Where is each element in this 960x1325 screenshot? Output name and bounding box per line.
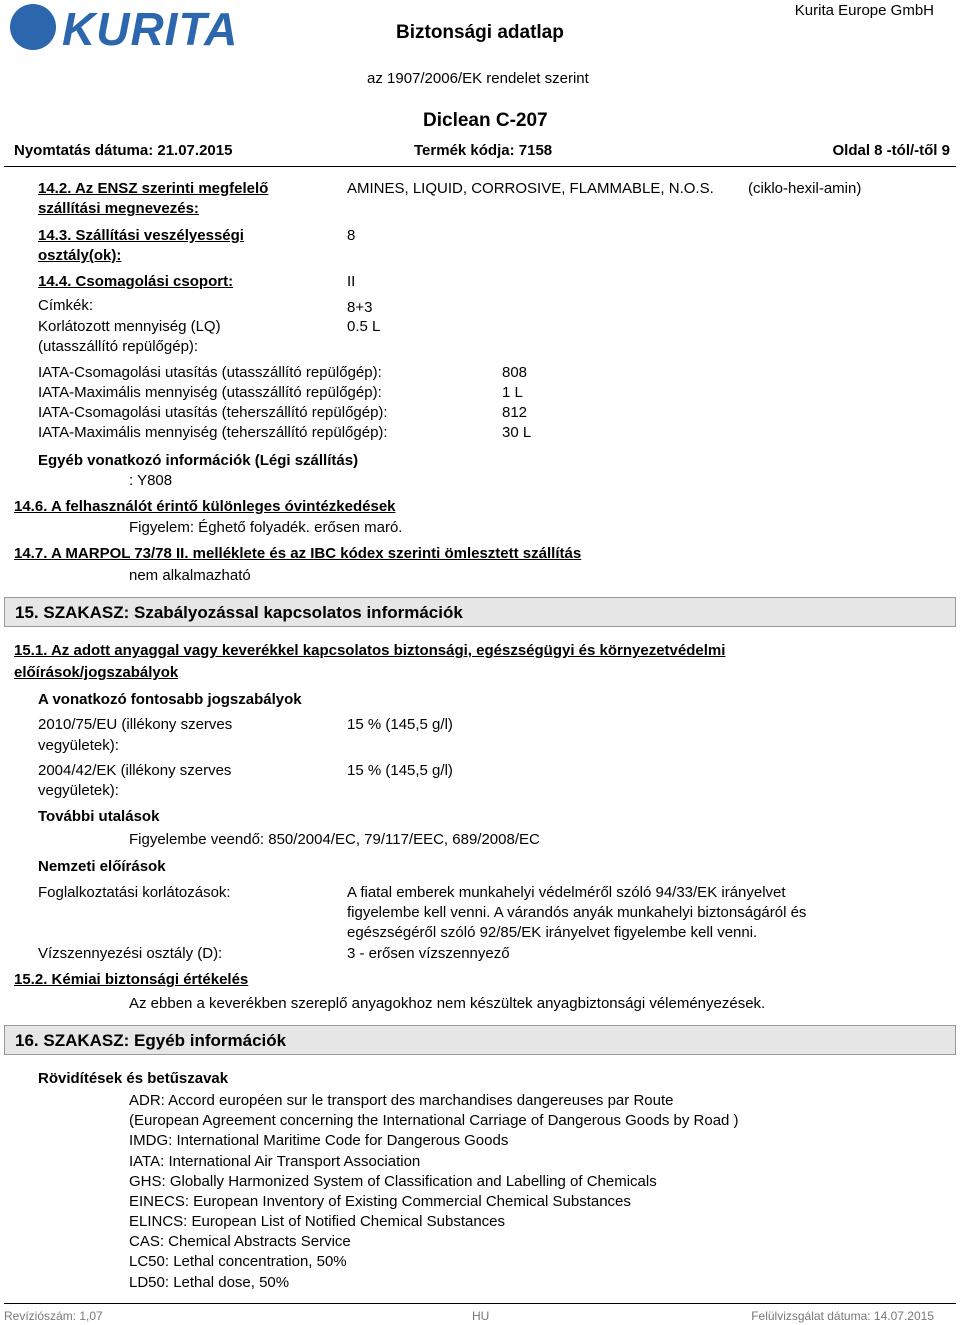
iata-value-1: 1 L (502, 384, 523, 401)
employment-value-2: figyelembe kell venni. A várandós anyák munkahelyi biztonságáról és (347, 904, 807, 921)
section-16-band (4, 1025, 956, 1055)
abbr-item: ADR: Accord européen sur le transport des marchandises dangereuses par Route (129, 1092, 674, 1109)
section-15-title: 15. SZAKASZ: Szabályozással kapcsolatos információk (15, 603, 463, 622)
employment-value-1: A fiatal emberek munkahelyi védelméről szóló 94/33/EK irányelvet (347, 884, 786, 901)
abbr-item: GHS: Globally Harmonized System of Classification and Labelling of Chemicals (129, 1173, 657, 1190)
r152-heading: 15.2. Kémiai biztonsági értékelés (14, 971, 249, 988)
iata-value-0: 808 (502, 364, 528, 381)
lq-label-1: Korlátozott mennyiség (LQ) (38, 318, 221, 335)
company-name: Kurita Europe GmbH (794, 2, 934, 19)
main-regs-heading: A vonatkozó fontosabb jogszabályok (38, 691, 302, 708)
cimkek-label: Címkék: (38, 297, 94, 314)
revision-number: Revíziószám: 1,07 (4, 1309, 103, 1323)
r142-extra: (ciklo-hexil-amin) (748, 180, 862, 197)
section-16-title: 16. SZAKASZ: Egyéb információk (15, 1031, 287, 1050)
r144-label: 14.4. Csomagolási csoport: (38, 273, 234, 290)
r151-heading-2: előírások/jogszabályok (14, 664, 179, 681)
r146-value: Figyelem: Éghető folyadék. erősen maró. (129, 519, 403, 536)
logo-mark-icon (10, 4, 56, 50)
reg2-label-2: vegyületek): (38, 782, 119, 799)
r143-label-1: 14.3. Szállítási veszélyességi (38, 227, 244, 244)
r152-value: Az ebben a keverékben szereplő anyagokhoz nem készültek anyagbiztonsági véleményezések. (129, 995, 766, 1012)
water-label: Vízszennyezési osztály (D): (38, 945, 223, 962)
r143-value: 8 (347, 227, 356, 244)
lq-label-2: (utasszállító repülőgép): (38, 338, 199, 355)
cimkek-value: 8+3 (347, 299, 373, 316)
abbr-item: ELINCS: European List of Notified Chemical Substances (129, 1213, 506, 1230)
r142-label-1: 14.2. Az ENSZ szerinti megfelelő (38, 180, 269, 197)
product-name: Diclean C-207 (423, 110, 548, 131)
r151-heading-1: 15.1. Az adott anyaggal vagy keverékkel kapcsolatos biztonsági, egészségügyi és környezetvédelmi (14, 642, 726, 659)
r147-value: nem alkalmazható (129, 567, 251, 584)
footer-divider (4, 1303, 956, 1304)
section-15-band (4, 597, 956, 627)
r146-heading: 14.6. A felhasználót érintő különleges óvintézkedések (14, 498, 396, 515)
other-info-value: : Y808 (129, 472, 173, 489)
r143-label-2: osztály(ok): (38, 247, 122, 264)
iata-value-2: 812 (502, 404, 528, 421)
product-code: Termék kódja: 7158 (414, 142, 553, 159)
print-date: Nyomtatás dátuma: 21.07.2015 (14, 142, 233, 159)
national-heading: Nemzeti előírások (38, 858, 166, 875)
iata-label-1: IATA-Maximális mennyiség (utasszállító repülőgép): (38, 384, 382, 401)
r144-value: II (347, 273, 356, 290)
iata-value-3: 30 L (502, 424, 532, 441)
employment-label: Foglalkoztatási korlátozások: (38, 884, 231, 901)
further-heading: További utalások (38, 808, 160, 825)
document-title: Biztonsági adatlap (396, 22, 564, 43)
abbr-item: (European Agreement concerning the International Carriage of Dangerous Goods by Road ) (129, 1112, 739, 1129)
abbr-item: CAS: Chemical Abstracts Service (129, 1233, 351, 1250)
abbr-item: EINECS: European Inventory of Existing Commercial Chemical Substances (129, 1193, 631, 1210)
abbr-item: LC50: Lethal concentration, 50% (129, 1253, 347, 1270)
page-number: Oldal 8 -tól/-től 9 (832, 142, 950, 159)
employment-value-3: egészségéről szóló 92/85/EK irányelvet figyelembe kell venni. (347, 924, 758, 941)
header-divider (4, 166, 956, 167)
reg1-label-2: vegyületek): (38, 737, 119, 754)
abbr-item: LD50: Lethal dose, 50% (129, 1274, 290, 1291)
other-info-heading: Egyéb vonatkozó információk (Légi szállítás) (38, 452, 359, 469)
logo-text: KURITA (62, 3, 239, 55)
iata-label-3: IATA-Maximális mennyiség (teherszállító repülőgép): (38, 424, 388, 441)
water-value: 3 - erősen vízszennyező (347, 945, 510, 962)
r142-label-2: szállítási megnevezés: (38, 200, 199, 217)
abbr-item: IMDG: International Maritime Code for Dangerous Goods (129, 1132, 509, 1149)
review-date: Felülvizsgálat dátuma: 14.07.2015 (751, 1309, 934, 1323)
reg1-value: 15 % (145,5 g/l) (347, 716, 453, 733)
reg1-label-1: 2010/75/EU (illékony szerves (38, 716, 233, 733)
regulation-note: az 1907/2006/EK rendelet szerint (367, 70, 589, 87)
reg2-label-1: 2004/42/EK (illékony szerves (38, 762, 232, 779)
iata-label-0: IATA-Csomagolási utasítás (utasszállító repülőgép): (38, 364, 382, 381)
further-value: Figyelembe veendő: 850/2004/EC, 79/117/EEC, 689/2008/EC (129, 831, 540, 848)
reg2-value: 15 % (145,5 g/l) (347, 762, 453, 779)
abbr-heading: Rövidítések és betűszavak (38, 1070, 229, 1087)
abbr-item: IATA: International Air Transport Association (129, 1153, 421, 1170)
language-code: HU (472, 1309, 490, 1323)
r142-value: AMINES, LIQUID, CORROSIVE, FLAMMABLE, N.O.S. (347, 180, 714, 197)
iata-label-2: IATA-Csomagolási utasítás (teherszállító repülőgép): (38, 404, 388, 421)
r147-heading: 14.7. A MARPOL 73/78 II. melléklete és az IBC kódex szerinti ömlesztett szállítás (14, 545, 582, 562)
lq-value: 0.5 L (347, 318, 381, 335)
